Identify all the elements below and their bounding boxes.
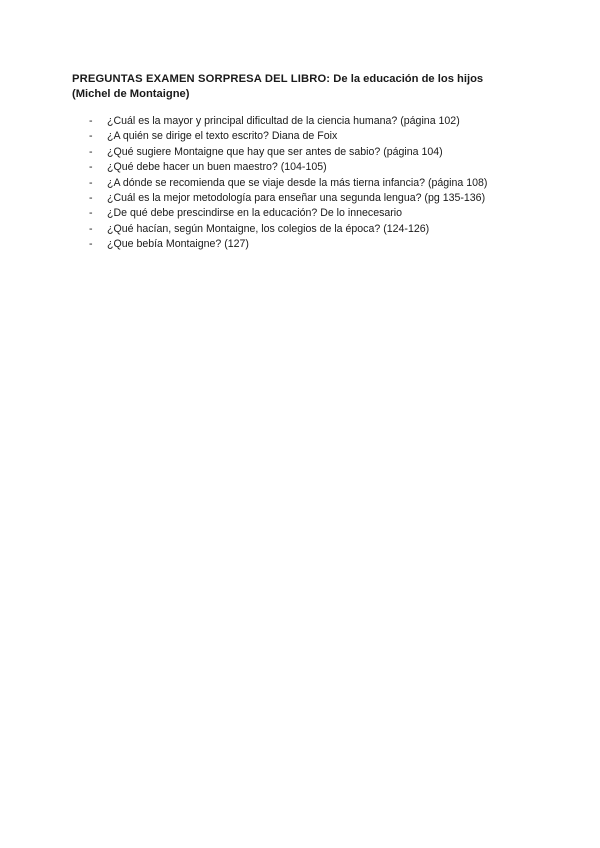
title-author: (Michel de Montaigne) bbox=[72, 88, 190, 100]
list-item bbox=[72, 237, 542, 252]
list-item bbox=[72, 206, 542, 221]
bullet-dash: - bbox=[89, 115, 93, 127]
list-item bbox=[72, 114, 542, 129]
bullet-dash: - bbox=[89, 145, 93, 158]
document-title bbox=[72, 72, 542, 102]
question-text: ¿Qué debe hacer un buen maestro? (104-105) bbox=[107, 161, 327, 174]
bullet-dash: - bbox=[89, 130, 93, 143]
question-text: ¿Qué hacían, según Montaigne, los colegios de la época? (124-126) bbox=[107, 222, 430, 235]
list-item bbox=[72, 176, 542, 191]
bullet-dash: - bbox=[89, 161, 93, 174]
question-text: ¿Que bebía Montaigne? (127) bbox=[107, 238, 249, 251]
list-item bbox=[72, 222, 542, 237]
bullet-dash: - bbox=[89, 238, 93, 251]
list-item bbox=[72, 160, 542, 175]
title-book: De la educación de los hijos bbox=[330, 73, 484, 85]
bullet-dash: - bbox=[89, 176, 93, 189]
list-item bbox=[72, 191, 542, 206]
question-text: ¿A dónde se recomienda que se viaje desde la más tierna infancia? (página 108) bbox=[107, 176, 488, 189]
bullet-dash: - bbox=[89, 207, 93, 220]
question-text: ¿Cuál es la mayor y principal dificultad de la ciencia humana? (página 102) bbox=[107, 115, 460, 127]
question-text: ¿De qué debe prescindirse en la educación? De lo innecesario bbox=[107, 207, 403, 220]
question-text: ¿Cuál es la mejor metodología para enseñar una segunda lengua? (pg 135-136) bbox=[107, 192, 486, 205]
question-text: ¿Qué sugiere Montaigne que hay que ser antes de sabio? (página 104) bbox=[107, 145, 443, 158]
question-list bbox=[72, 114, 542, 253]
bullet-dash: - bbox=[89, 222, 93, 235]
bullet-dash: - bbox=[89, 192, 93, 205]
title-heading: PREGUNTAS EXAMEN SORPRESA DEL LIBRO: bbox=[72, 73, 331, 85]
question-text: ¿A quién se dirige el texto escrito? Diana de Foix bbox=[107, 130, 338, 143]
list-item bbox=[72, 129, 542, 144]
list-item bbox=[72, 145, 542, 160]
